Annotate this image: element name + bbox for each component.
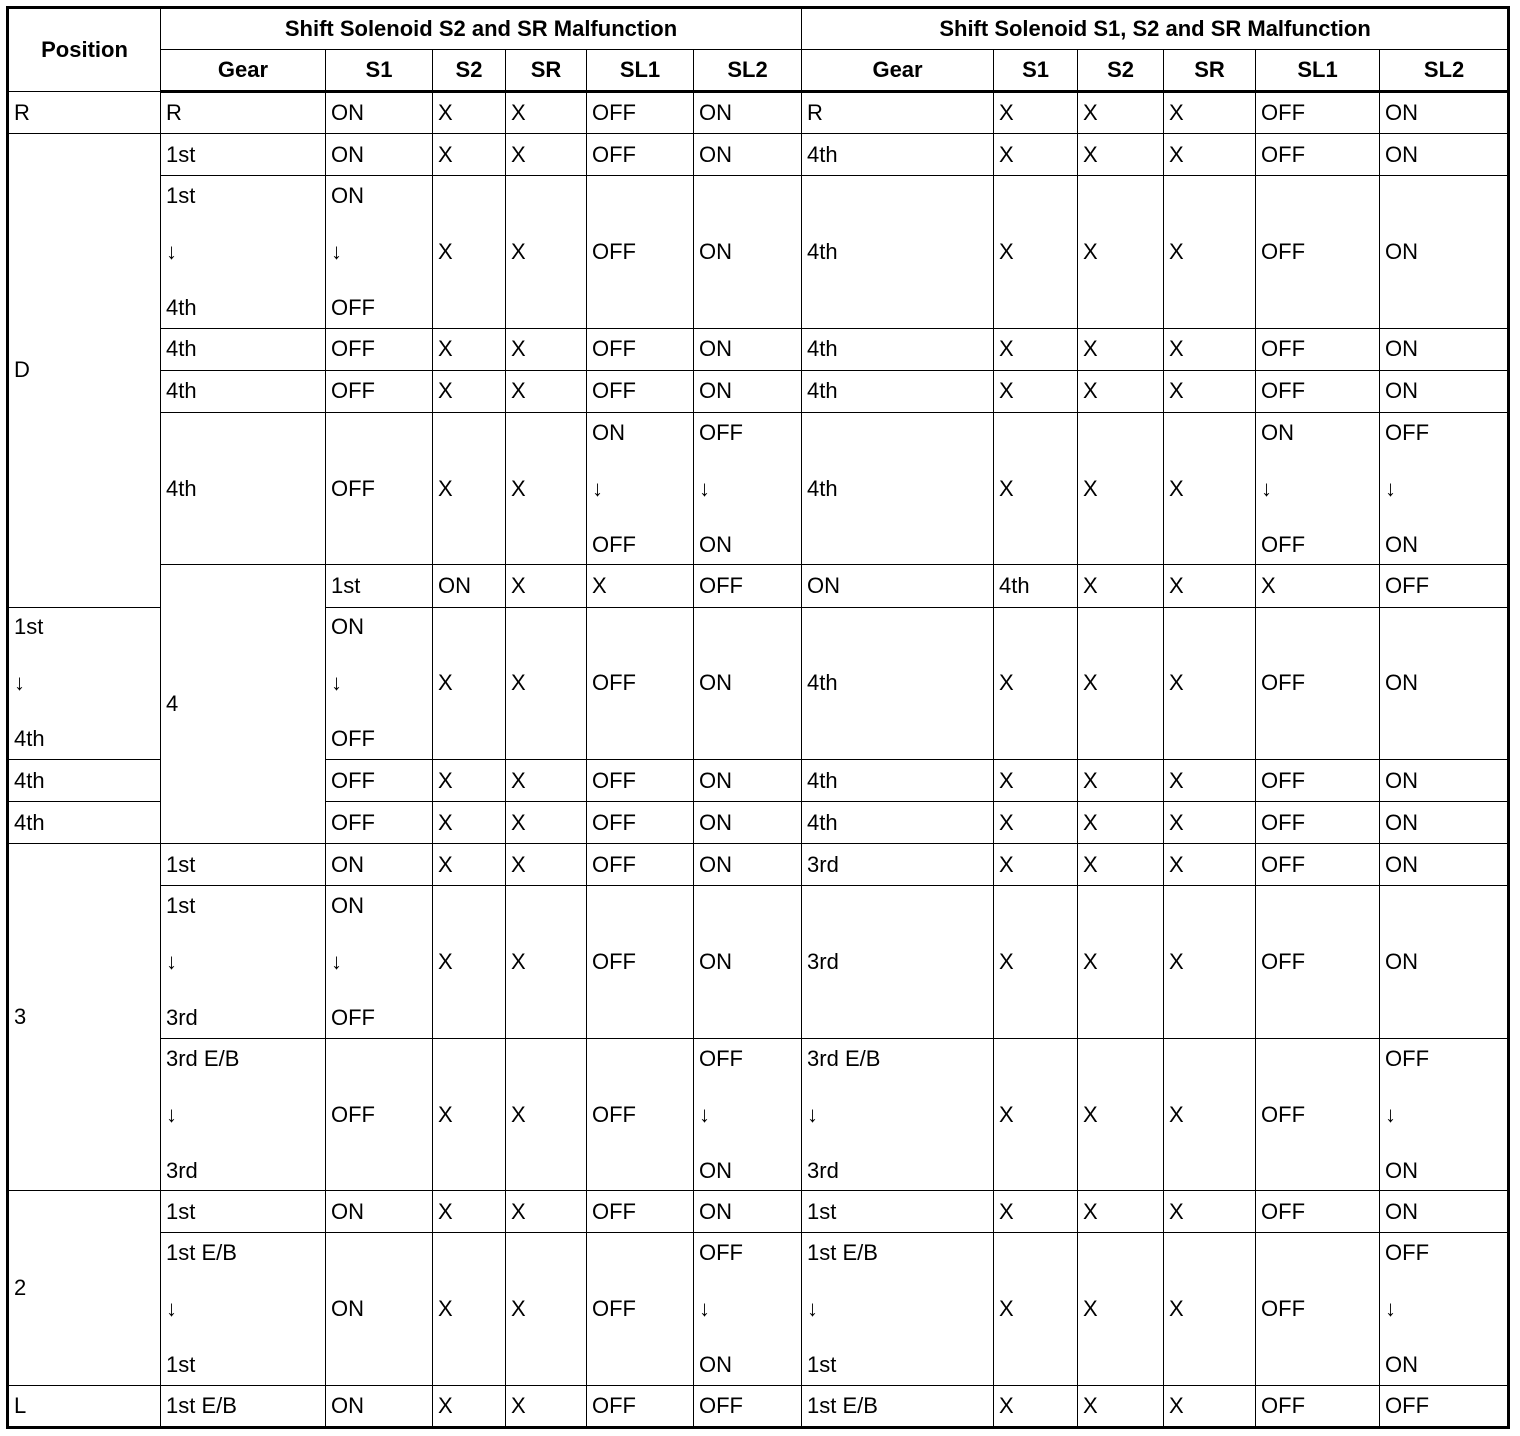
g2-sl1-cell: OFF bbox=[1256, 759, 1380, 801]
g1-s2-cell: X bbox=[433, 134, 506, 176]
g1-s1-cell: ON bbox=[433, 565, 506, 607]
g1-sl2-cell: OFF ↓ ON bbox=[694, 1038, 802, 1190]
g2-sr-cell: X bbox=[1164, 1233, 1256, 1385]
g2-gear-cell: 4th bbox=[802, 176, 994, 328]
g1-gear-cell: 1st bbox=[161, 844, 326, 886]
g1-sl1-cell: OFF bbox=[587, 176, 694, 328]
g2-sl1-cell: OFF bbox=[1256, 328, 1380, 370]
g1-s1-cell: OFF bbox=[326, 370, 433, 412]
g1-sr-cell: X bbox=[506, 844, 587, 886]
g1-gear-cell: 1st bbox=[326, 565, 433, 607]
g1-s1-cell: ON ↓ OFF bbox=[326, 886, 433, 1038]
g2-sl2-cell: ON bbox=[1380, 802, 1509, 844]
g2-sr-cell: X bbox=[1164, 370, 1256, 412]
g2-sl2-cell: ON bbox=[1380, 607, 1509, 759]
table-row bbox=[8, 1233, 1509, 1385]
g2-sr-cell: X bbox=[1256, 565, 1380, 607]
table-row bbox=[8, 92, 1509, 134]
g1-s1-cell: OFF bbox=[326, 802, 433, 844]
g1-col-gear: Gear bbox=[161, 50, 326, 92]
g1-sr-cell: X bbox=[587, 565, 694, 607]
g1-s2-cell: X bbox=[433, 1038, 506, 1190]
g2-sl1-cell: ON ↓ OFF bbox=[1256, 412, 1380, 564]
g2-s2-cell: X bbox=[1078, 92, 1164, 134]
g1-sl2-cell: ON bbox=[694, 328, 802, 370]
table-row bbox=[8, 844, 1509, 886]
g2-sl1-cell: OFF bbox=[1380, 565, 1509, 607]
g1-sl1-cell: OFF bbox=[587, 328, 694, 370]
g2-sl1-cell: OFF bbox=[1256, 1385, 1380, 1427]
g2-s1-cell: X bbox=[994, 1233, 1078, 1385]
g1-sr-cell: X bbox=[506, 1385, 587, 1427]
g2-s2-cell: X bbox=[1078, 802, 1164, 844]
g2-s2-cell: X bbox=[1078, 328, 1164, 370]
g1-s2-cell: X bbox=[433, 92, 506, 134]
table-row bbox=[8, 886, 1509, 1038]
g2-s1-cell: X bbox=[994, 92, 1078, 134]
g1-sl2-cell: ON bbox=[694, 1191, 802, 1233]
g1-s1-cell: ON bbox=[326, 92, 433, 134]
g1-s2-cell: X bbox=[433, 370, 506, 412]
g2-sr-cell: X bbox=[1164, 412, 1256, 564]
g1-gear-cell: 1st E/B ↓ 1st bbox=[161, 1233, 326, 1385]
g2-s2-cell: X bbox=[1078, 412, 1164, 564]
g2-sr-cell: X bbox=[1164, 92, 1256, 134]
g2-s1-cell: X bbox=[994, 1191, 1078, 1233]
g1-sl1-cell: OFF bbox=[587, 1233, 694, 1385]
g2-s1-cell: X bbox=[994, 607, 1078, 759]
g1-s1-cell: ON bbox=[326, 1233, 433, 1385]
g2-col-gear: Gear bbox=[802, 50, 994, 92]
g1-sl2-cell: ON bbox=[694, 176, 802, 328]
g2-gear-cell: 1st E/B ↓ 1st bbox=[802, 1233, 994, 1385]
g2-sr-cell: X bbox=[1164, 176, 1256, 328]
g1-gear-cell: 4th bbox=[161, 412, 326, 564]
g1-gear-cell: 1st E/B bbox=[161, 1385, 326, 1427]
g1-s1-cell: OFF bbox=[326, 759, 433, 801]
g1-gear-cell: 1st bbox=[161, 134, 326, 176]
g1-sr-cell: X bbox=[506, 92, 587, 134]
g2-sl1-cell: OFF bbox=[1256, 802, 1380, 844]
group1-header: Shift Solenoid S2 and SR Malfunction bbox=[161, 8, 802, 50]
g1-gear-cell: 1st ↓ 4th bbox=[8, 607, 161, 759]
g2-sl1-cell: OFF bbox=[1256, 134, 1380, 176]
table-row bbox=[8, 328, 1509, 370]
g1-s2-cell: X bbox=[433, 886, 506, 1038]
g1-sr-cell: X bbox=[506, 886, 587, 1038]
g1-sl2-cell: ON bbox=[694, 886, 802, 1038]
g1-sl2-cell: ON bbox=[694, 802, 802, 844]
g1-s2-cell: X bbox=[433, 759, 506, 801]
g1-s1-cell: ON bbox=[326, 134, 433, 176]
g2-s1-cell: X bbox=[994, 759, 1078, 801]
position-cell: R bbox=[8, 92, 161, 134]
position-cell: 2 bbox=[8, 1191, 161, 1386]
g1-sl2-cell: ON bbox=[694, 92, 802, 134]
g1-sr-cell: X bbox=[506, 370, 587, 412]
g1-s2-cell: X bbox=[506, 565, 587, 607]
g2-s1-cell: X bbox=[994, 1038, 1078, 1190]
g2-s1-cell: X bbox=[994, 412, 1078, 564]
g1-s2-cell: X bbox=[433, 1385, 506, 1427]
g1-s2-cell: X bbox=[433, 607, 506, 759]
g1-s1-cell: ON ↓ OFF bbox=[326, 607, 433, 759]
g1-sl2-cell: ON bbox=[802, 565, 994, 607]
g2-col-s2: S2 bbox=[1078, 50, 1164, 92]
g1-s1-cell: ON ↓ OFF bbox=[326, 176, 433, 328]
g1-sl1-cell: OFF bbox=[587, 134, 694, 176]
g1-sl2-cell: ON bbox=[694, 844, 802, 886]
solenoid-malfunction-table bbox=[6, 6, 1510, 1429]
g1-gear-cell: 1st ↓ 4th bbox=[161, 176, 326, 328]
g2-col-s1: S1 bbox=[994, 50, 1078, 92]
g2-col-sr: SR bbox=[1164, 50, 1256, 92]
g1-col-sr: SR bbox=[506, 50, 587, 92]
g1-sr-cell: X bbox=[506, 759, 587, 801]
g2-gear-cell: 3rd bbox=[802, 886, 994, 1038]
g2-s2-cell: X bbox=[1078, 1191, 1164, 1233]
g2-sr-cell: X bbox=[1164, 1191, 1256, 1233]
g1-sr-cell: X bbox=[506, 607, 587, 759]
g1-col-s2: S2 bbox=[433, 50, 506, 92]
g1-gear-cell: 1st ↓ 3rd bbox=[161, 886, 326, 1038]
table-row bbox=[8, 370, 1509, 412]
table-body bbox=[8, 92, 1509, 1428]
table-row bbox=[8, 412, 1509, 564]
g2-sl2-cell: ON bbox=[1380, 759, 1509, 801]
g2-s1-cell: X bbox=[994, 370, 1078, 412]
g2-sl2-cell: OFF ↓ ON bbox=[1380, 1233, 1509, 1385]
g2-s2-cell: X bbox=[1078, 886, 1164, 1038]
table-row bbox=[8, 1385, 1509, 1427]
g1-s1-cell: ON bbox=[326, 1385, 433, 1427]
g2-sr-cell: X bbox=[1164, 886, 1256, 1038]
g2-sl2-cell: ON bbox=[1380, 176, 1509, 328]
position-cell: D bbox=[8, 134, 161, 607]
g2-gear-cell: 1st E/B bbox=[802, 1385, 994, 1427]
g1-col-sl1: SL1 bbox=[587, 50, 694, 92]
g1-sl2-cell: ON bbox=[694, 370, 802, 412]
g1-sl1-cell: OFF bbox=[587, 1038, 694, 1190]
g1-sr-cell: X bbox=[506, 1191, 587, 1233]
g2-sr-cell: X bbox=[1164, 1385, 1256, 1427]
g2-gear-cell: 4th bbox=[802, 134, 994, 176]
g1-sr-cell: X bbox=[506, 412, 587, 564]
g2-sl2-cell: ON bbox=[1380, 886, 1509, 1038]
g2-sl1-cell: OFF bbox=[1256, 886, 1380, 1038]
position-header: Position bbox=[8, 8, 161, 92]
g1-sr-cell: X bbox=[506, 134, 587, 176]
g1-s1-cell: OFF bbox=[326, 328, 433, 370]
g1-s2-cell: X bbox=[433, 412, 506, 564]
g2-sl1-cell: OFF bbox=[1256, 844, 1380, 886]
g2-gear-cell: 4th bbox=[994, 565, 1078, 607]
g2-sl2-cell: ON bbox=[1380, 370, 1509, 412]
g2-sl2-cell: OFF ↓ ON bbox=[1380, 412, 1509, 564]
g2-s1-cell: X bbox=[1078, 565, 1164, 607]
g2-sl2-cell: OFF bbox=[1380, 1385, 1509, 1427]
group2-header: Shift Solenoid S1, S2 and SR Malfunction bbox=[802, 8, 1509, 50]
g2-s2-cell: X bbox=[1078, 176, 1164, 328]
g1-s2-cell: X bbox=[433, 802, 506, 844]
g1-sl1-cell: OFF bbox=[694, 565, 802, 607]
g2-s2-cell: X bbox=[1078, 844, 1164, 886]
g1-sr-cell: X bbox=[506, 176, 587, 328]
g1-sr-cell: X bbox=[506, 328, 587, 370]
g2-gear-cell: 3rd E/B ↓ 3rd bbox=[802, 1038, 994, 1190]
g2-s2-cell: X bbox=[1078, 1233, 1164, 1385]
g2-s1-cell: X bbox=[994, 844, 1078, 886]
g2-sr-cell: X bbox=[1164, 607, 1256, 759]
position-cell: L bbox=[8, 1385, 161, 1427]
position-cell: 3 bbox=[8, 844, 161, 1191]
g1-s1-cell: ON bbox=[326, 844, 433, 886]
g2-gear-cell: 4th bbox=[802, 370, 994, 412]
g1-s2-cell: X bbox=[433, 328, 506, 370]
g1-sl1-cell: OFF bbox=[587, 802, 694, 844]
g1-sl1-cell: OFF bbox=[587, 92, 694, 134]
g2-sr-cell: X bbox=[1164, 802, 1256, 844]
g1-sl2-cell: OFF ↓ ON bbox=[694, 1233, 802, 1385]
g2-s2-cell: X bbox=[1078, 759, 1164, 801]
g2-s2-cell: X bbox=[1164, 565, 1256, 607]
position-cell: 4 bbox=[161, 565, 326, 844]
g2-sr-cell: X bbox=[1164, 328, 1256, 370]
g2-s1-cell: X bbox=[994, 176, 1078, 328]
g1-sr-cell: X bbox=[506, 1038, 587, 1190]
g1-s1-cell: OFF bbox=[326, 412, 433, 564]
g1-sl2-cell: ON bbox=[694, 134, 802, 176]
g2-sr-cell: X bbox=[1164, 759, 1256, 801]
g2-col-sl2: SL2 bbox=[1380, 50, 1509, 92]
g1-s2-cell: X bbox=[433, 844, 506, 886]
g1-gear-cell: 4th bbox=[161, 370, 326, 412]
g2-sl1-cell: OFF bbox=[1256, 607, 1380, 759]
g2-s2-cell: X bbox=[1078, 1385, 1164, 1427]
g2-s1-cell: X bbox=[994, 1385, 1078, 1427]
g2-col-sl1: SL1 bbox=[1256, 50, 1380, 92]
g1-sl1-cell: OFF bbox=[587, 1385, 694, 1427]
g2-sl1-cell: OFF bbox=[1256, 92, 1380, 134]
g2-sl2-cell: ON bbox=[1380, 1191, 1509, 1233]
g2-s2-cell: X bbox=[1078, 134, 1164, 176]
g2-s1-cell: X bbox=[994, 802, 1078, 844]
g1-gear-cell: 4th bbox=[8, 802, 161, 844]
table-row bbox=[8, 1191, 1509, 1233]
g2-s1-cell: X bbox=[994, 134, 1078, 176]
g1-sl2-cell: OFF ↓ ON bbox=[694, 412, 802, 564]
g2-s2-cell: X bbox=[1078, 607, 1164, 759]
g2-sl2-cell: ON bbox=[1380, 328, 1509, 370]
g2-sr-cell: X bbox=[1164, 134, 1256, 176]
g2-sl2-cell: ON bbox=[1380, 844, 1509, 886]
g2-sr-cell: X bbox=[1164, 1038, 1256, 1190]
g1-gear-cell: 4th bbox=[8, 759, 161, 801]
g1-s2-cell: X bbox=[433, 1233, 506, 1385]
g1-gear-cell: 1st bbox=[161, 1191, 326, 1233]
g1-sl1-cell: OFF bbox=[587, 759, 694, 801]
g2-sr-cell: X bbox=[1164, 844, 1256, 886]
g1-sr-cell: X bbox=[506, 1233, 587, 1385]
g2-s2-cell: X bbox=[1078, 1038, 1164, 1190]
g1-sl2-cell: ON bbox=[694, 759, 802, 801]
g2-s2-cell: X bbox=[1078, 370, 1164, 412]
g1-sl1-cell: OFF bbox=[587, 607, 694, 759]
g1-sl2-cell: ON bbox=[694, 607, 802, 759]
g1-gear-cell: 4th bbox=[161, 328, 326, 370]
g1-gear-cell: R bbox=[161, 92, 326, 134]
g2-sl2-cell: ON bbox=[1380, 134, 1509, 176]
g1-s1-cell: OFF bbox=[326, 1038, 433, 1190]
table-row bbox=[8, 565, 1509, 607]
g2-gear-cell: 4th bbox=[802, 802, 994, 844]
g2-sl1-cell: OFF bbox=[1256, 176, 1380, 328]
g2-gear-cell: 3rd bbox=[802, 844, 994, 886]
g2-gear-cell: R bbox=[802, 92, 994, 134]
g2-sl2-cell: ON bbox=[1380, 92, 1509, 134]
g1-s2-cell: X bbox=[433, 1191, 506, 1233]
table-row bbox=[8, 134, 1509, 176]
g1-gear-cell: 3rd E/B ↓ 3rd bbox=[161, 1038, 326, 1190]
g1-s1-cell: ON bbox=[326, 1191, 433, 1233]
g1-col-s1: S1 bbox=[326, 50, 433, 92]
g2-gear-cell: 4th bbox=[802, 328, 994, 370]
g1-sl1-cell: OFF bbox=[587, 844, 694, 886]
g2-sl1-cell: OFF bbox=[1256, 1191, 1380, 1233]
g2-gear-cell: 4th bbox=[802, 759, 994, 801]
g2-sl1-cell: OFF bbox=[1256, 1233, 1380, 1385]
g2-gear-cell: 4th bbox=[802, 607, 994, 759]
g2-s1-cell: X bbox=[994, 328, 1078, 370]
g2-gear-cell: 1st bbox=[802, 1191, 994, 1233]
g1-sl2-cell: OFF bbox=[694, 1385, 802, 1427]
table-row bbox=[8, 176, 1509, 328]
g1-sr-cell: X bbox=[506, 802, 587, 844]
g1-s2-cell: X bbox=[433, 176, 506, 328]
g2-gear-cell: 4th bbox=[802, 412, 994, 564]
g2-s1-cell: X bbox=[994, 886, 1078, 1038]
g1-sl1-cell: OFF bbox=[587, 1191, 694, 1233]
g2-sl2-cell: OFF ↓ ON bbox=[1380, 1038, 1509, 1190]
table-row bbox=[8, 1038, 1509, 1190]
g1-sl1-cell: OFF bbox=[587, 886, 694, 1038]
g2-sl1-cell: OFF bbox=[1256, 1038, 1380, 1190]
g1-col-sl2: SL2 bbox=[694, 50, 802, 92]
g2-sl1-cell: OFF bbox=[1256, 370, 1380, 412]
g1-sl1-cell: ON ↓ OFF bbox=[587, 412, 694, 564]
g1-sl1-cell: OFF bbox=[587, 370, 694, 412]
